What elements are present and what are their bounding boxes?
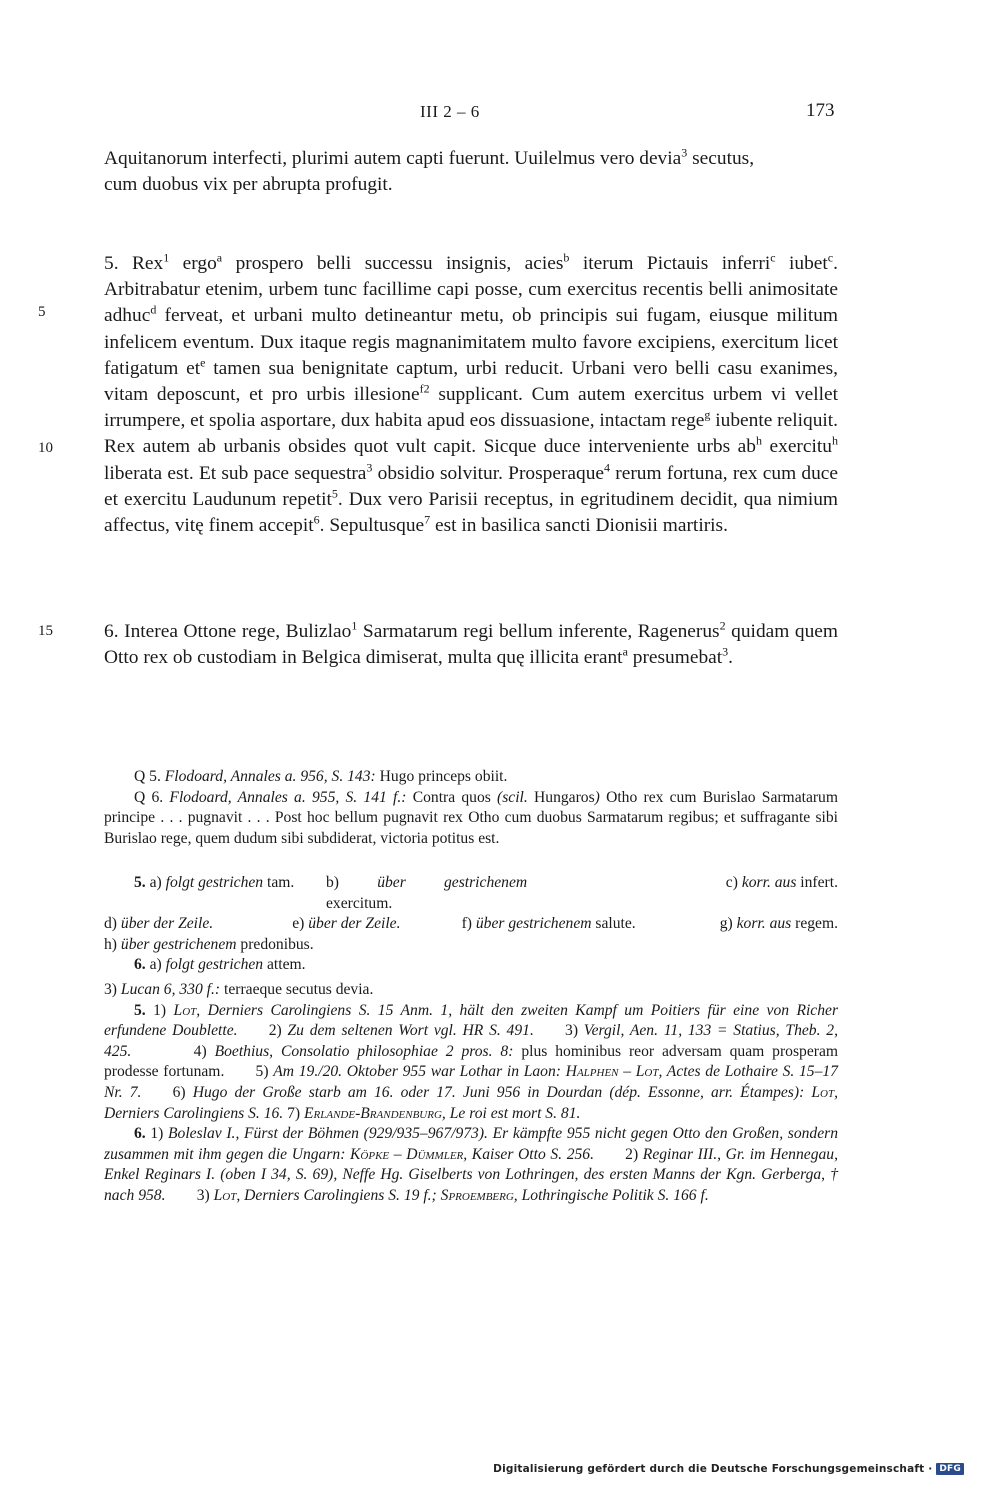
critical-apparatus: 5. a) folgt gestrichen tam. b) über gestrichenem exercitum. c) korr. aus infert. d) über der Zeile. e) über der Zeile. f) über gestrichenem salute. g) korr. aus regem. h) über gestrichenem predonibus. 6. a) folgt gestrichen attem. xyxy=(104,874,838,974)
digitization-footer xyxy=(493,1463,964,1475)
source-q5: Q 5. Flodoard, Annales a. 956, S. 143: Hugo princeps obiit. xyxy=(134,768,508,785)
chapter-6-paragraph: 6. Interea Ottone rege, Bulizlao$^1$ Sarmatarum regi bellum inferente, Ragenerus$^2$ quidam quem Otto rex ob custodiam in Belgica dimiserat, multa quę illicita erant$^a$ presumebat$^3$. xyxy=(104,618,838,669)
line-number-15: 15 xyxy=(38,623,53,639)
footer-text: Digitalisierung gefördert durch die Deutsche Forschungsgemeinschaft · xyxy=(493,1463,933,1475)
source-q6: Q 6. Flodoard, Annales a. 955, S. 141 f.: Contra quos (scil. Hungaros) Otho rex cum Burislao Sarmatarum principe . . . pugnavit . . . Post hoc bellum pugnavit rex Otho cum duobus Sarmatarum regibus; et suffragante sibi Burislao rege, quem dudum sibi subdiderat, victoria potitus est. xyxy=(104,788,838,847)
running-head: III 2 – 6 xyxy=(420,102,480,121)
line-number-5: 5 xyxy=(38,304,46,320)
notes-chapter-5: 5. 1) Lot, Derniers Carolingiens S. 15 Anm. 1, hält den zweiten Kampf um Poitiers für eine von Richer erfundene Doublette. 2) Zu dem seltenen Wort vgl. HR S. 491. 3) Vergil, Aen. 11, 133 = Statius, Theb. 2, 425. 4) Boethius, Consolatio philosophiae 2 pros. 8: plus hominibus reor adversam quam prosperam prodesse fortunam. 5) Am 19./20. Oktober 955 war Lothar in Laon: Halphen – Lot, Actes de Lothaire S. 15–17 Nr. 7. 6) Hugo der Große starb am 16. oder 17. Juni 956 in Dourdan (dép. Essonne, arr. Étampes): Lot, Derniers Carolingiens S. 16. 7) Erlande-Brandenburg, Le roi est mort S. 81. xyxy=(104,1001,839,1122)
source-notes xyxy=(104,767,838,849)
continuation-paragraph: Aquitanorum interfecti, plurimi autem capti fuerunt. Uuilelmus vero devia$^3$ secutus, cum duobus vix per abrupta profugit. xyxy=(104,145,755,196)
note-3: 3) Lucan 6, 330 f.: terraeque secutus devia. xyxy=(104,981,374,998)
explanatory-notes xyxy=(104,980,838,1207)
page-number: 173 xyxy=(806,100,835,121)
dfg-logo: DFG xyxy=(936,1463,964,1475)
chapter-5-paragraph: 5. Rex$^1$ ergo$^a$ prospero belli successu insignis, acies$^b$ iterum Pictauis inferri$^c$ iubet$^c$. Arbitrabatur etenim, urbem tunc facillime capi posse, cum exercitus recentis belli animositate adhuc$^d$ ferveat, et urbani multo detineantur metu, ob principis sui fugam, eiusque militum infelicem eventum. Dux itaque regis magnanimitatem multo favore excipiens, exercitum licet fatigatum $et^e$ tamen sua benignitate captum, urbi reducit. Urbani vero belli casu exanimes, vitam deposcunt, et pro urbis illesione$^{f2}$ supplicant. Cum autem exercitus urbem vi vellet irrumpere, et spolia asportare, dux habita apud eos dissuasione, intactam rege$^g$ iubente reliquit. Rex autem ab urbanis obsides quot vult capit. Sicque duce interveniente urbs $ab^h$ exercitu$^h$ liberata est. Et sub pace sequestra$^3$ obsidio solvitur. Prosperaque$^4$ rerum fortuna, rex cum duce et exercitu Laudunum repetit$^5$. Dux vero Parisii receptus, in egritudinem decidit, qua nimium affectus, vitę finem accepit$^6$. Sepultusque$^7$ est in basilica sancti Dionisii martiris. xyxy=(104,250,839,537)
notes-chapter-6: 6. 1) Boleslav I., Fürst der Böhmen (929/935–967/973). Er kämpfte 955 nicht gegen Otto den Großen, sondern zusammen mit ihm gegen die Ungarn: Köpke – Dümmler, Kaiser Otto S. 256. 2) Reginar III., Gr. im Hennegau, Enkel Reginars I. (oben I 34, S. 69), Neffe Hg. Giselberts von Lothringen, des ersten Manns der Kgn. Gerberga, † nach 958. 3) Lot, Derniers Carolingiens S. 19 f.; Sproemberg, Lothringische Politik S. 166 f. xyxy=(104,1125,838,1204)
line-number-10: 10 xyxy=(38,440,53,456)
